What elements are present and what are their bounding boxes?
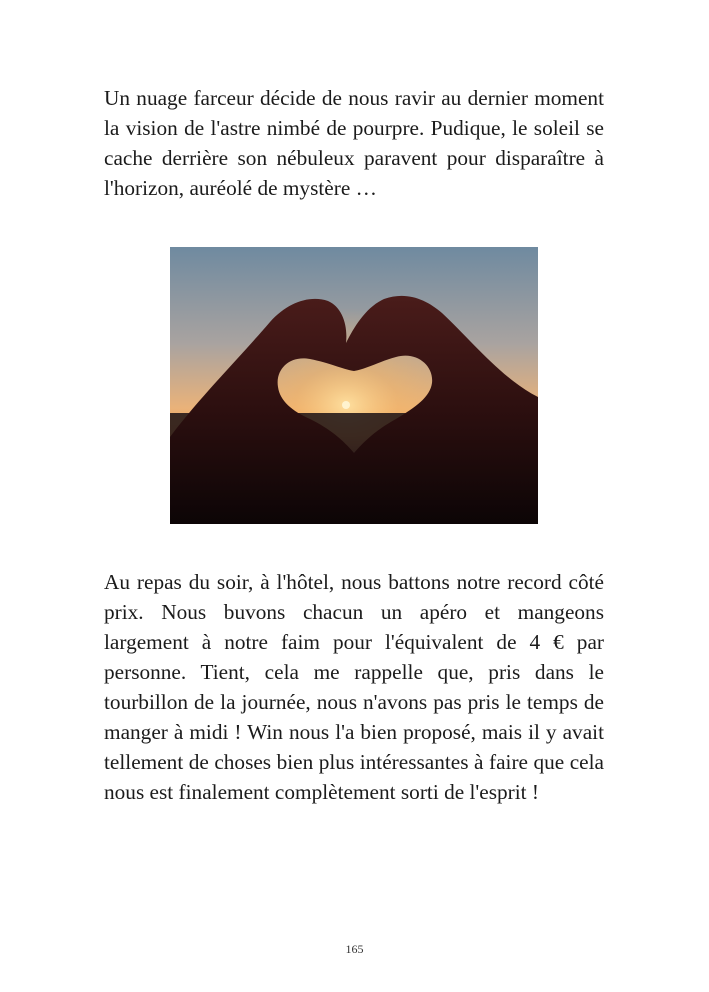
paragraph-sunset: Un nuage farceur décide de nous ravir au dernier moment la vision de l'astre nimbé de pourpre. Pudique, le soleil se cache derrière son nébuleux paravent pour disparaître à l'horizon, auréolé de mystère … xyxy=(104,86,604,200)
photo-illustration xyxy=(170,247,538,524)
page-number: 165 xyxy=(345,942,364,956)
paragraph-dinner: Au repas du soir, à l'hôtel, nous battons notre record côté prix. Nous buvons chacun un apéro et mangeons largement à notre faim pour l'équivalent de 4 € par personne. Tient, cela me rappelle que, pris dans le tourbillon de la journée, nous n'avons pas pris le temps de manger à midi ! Win nous l'a bien proposé, mais il y avait tellement de choses bien plus intéressantes à faire que cela nous est finalement complètement sorti de l'esprit ! xyxy=(104,570,604,804)
sunset-heart-hands-photo xyxy=(170,247,538,524)
